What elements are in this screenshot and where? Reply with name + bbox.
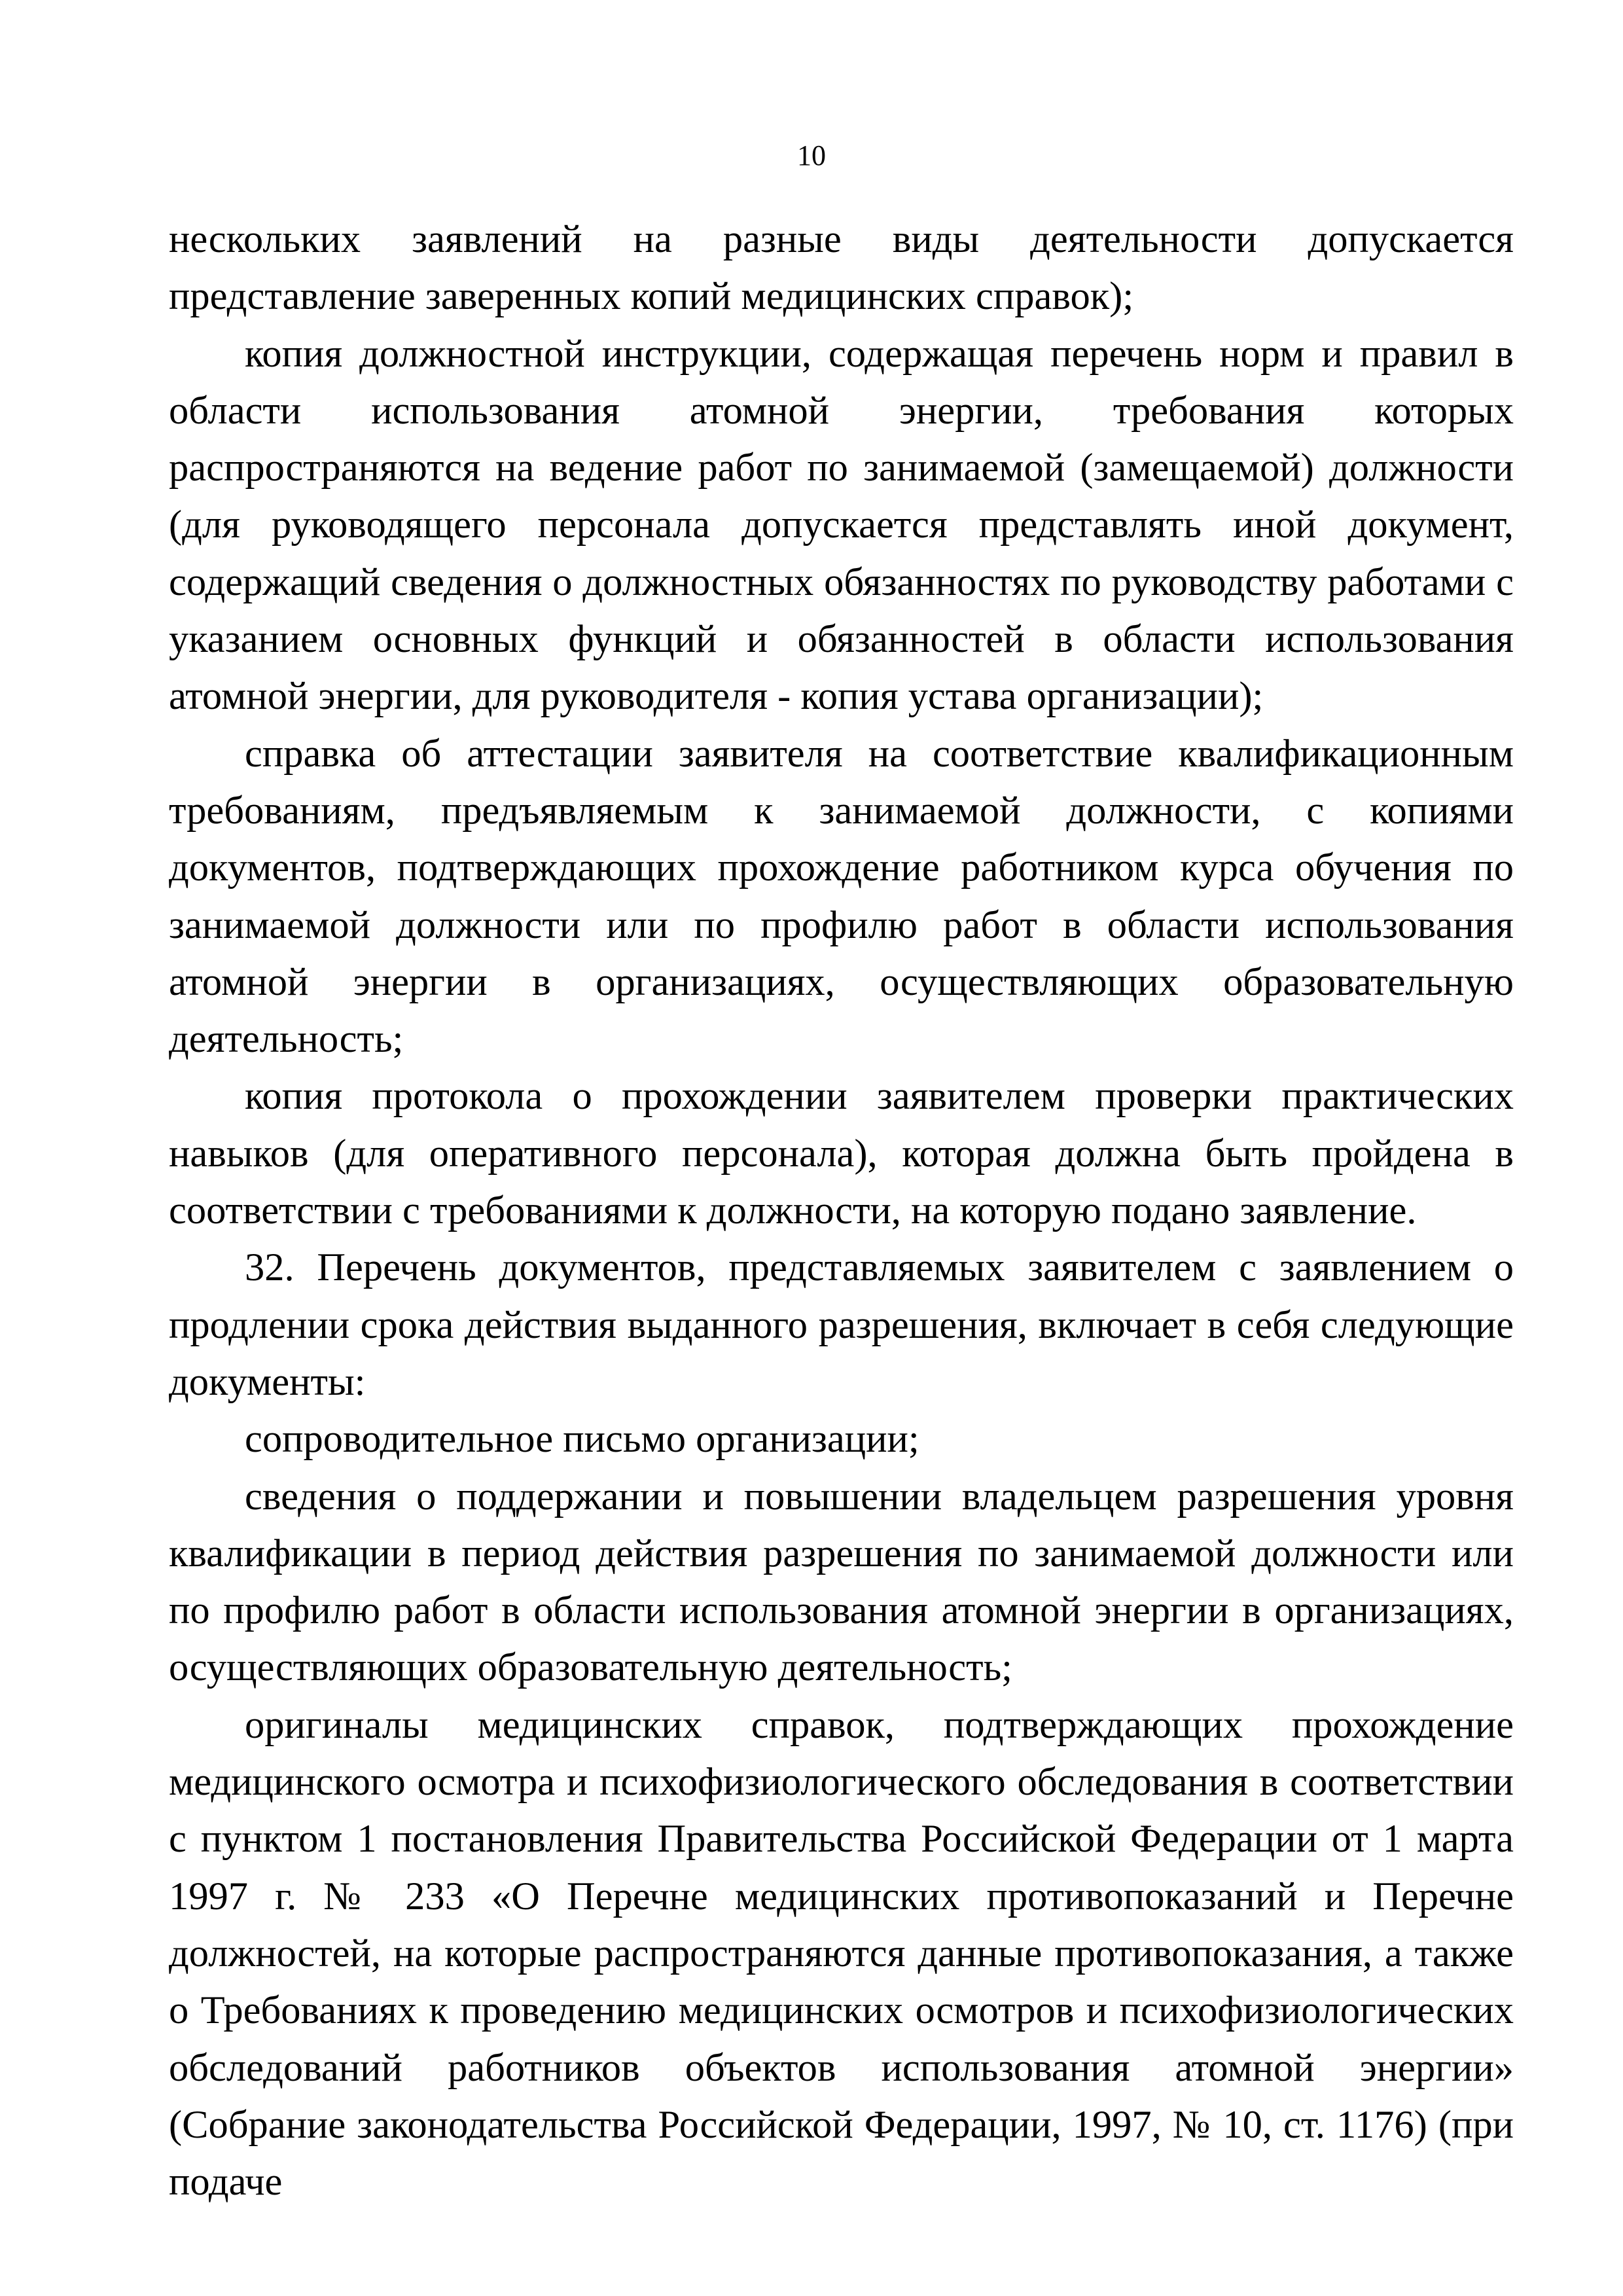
paragraph-qualification-info: сведения о поддержании и повышении владельцем разрешения уровня квалификации в период действия разрешения по занимаемой должности или по профилю работ в области использования атомной энергии в организациях, осуществляющих образовательную деятельность; — [169, 1474, 1514, 1690]
paragraph-cover-letter: сопроводительное письмо организации; — [245, 1417, 919, 1462]
paragraph-medical-certificates: оригиналы медицинских справок, подтверждающих прохождение медицинского осмотра и психофизиологического обследования в соответствии с пунктом 1 постановления Правительства Российской Федерации от 1 марта 1997 г. № 233 «О Перечне медицинских противопоказаний и Перечне должностей, на которые распространяются данные противопоказания, а также о Требованиях к проведению медицинских осмотров и психофизиологических обследований работников объектов использования атомной энергии» (Собрание законодательства Российской Федерации, 1997, № 10, ст. 1176) (при подаче — [169, 1702, 1514, 2204]
paragraph-item-32: 32. Перечень документов, представляемых заявителем с заявлением о продлении срока действия выданного разрешения, включает в себя следующие документы: — [169, 1246, 1514, 1404]
paragraph-practical-skills-protocol: копия протокола о прохождении заявителем проверки практических навыков (для оперативного персонала), которая должна быть пройдена в соответствии с требованиями к должности, на которую подано заявление. — [169, 1074, 1514, 1233]
page-number: 10 — [797, 139, 826, 171]
document-body — [169, 211, 1514, 2210]
paragraph-job-description-copy: копия должностной инструкции, содержащая перечень норм и правил в области использования атомной энергии, требования которых распространяются на ведение работ по занимаемой (замещаемой) должности (для руководящего персонала допускается представлять иной документ, содержащий сведения о должностных обязанностях по руководству работами с указанием основных функций и обязанностей в области использования атомной энергии, для руководителя - копия устава организации); — [169, 331, 1514, 719]
paragraph-attestation-certificate: справка об аттестации заявителя на соответствие квалификационным требованиям, предъявляемым к занимаемой должности, с копиями документов, подтверждающих прохождение работником курса обучения по занимаемой должности или по профилю работ в области использования атомной энергии в организациях, осуществляющих образовательную деятельность; — [169, 731, 1514, 1062]
paragraph-continuation: нескольких заявлений на разные виды деятельности допускается представление заверенных копий медицинских справок); — [169, 217, 1514, 319]
